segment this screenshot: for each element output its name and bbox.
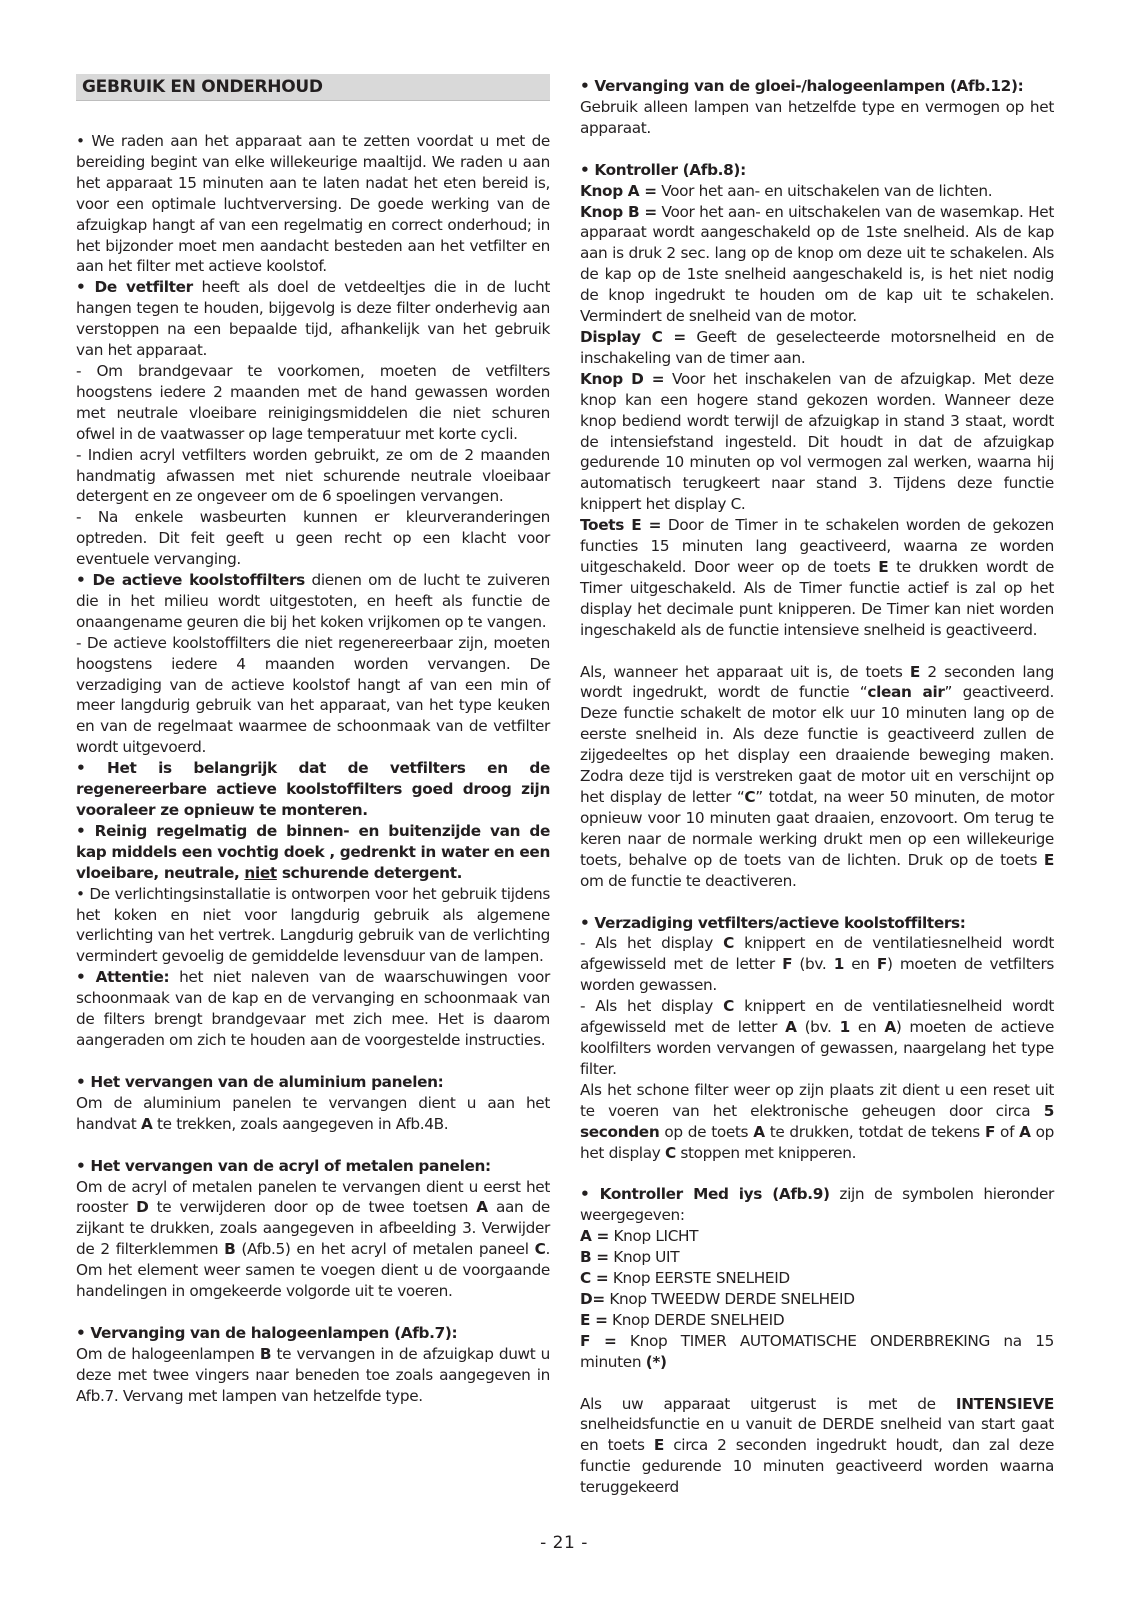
bold-text: 1 xyxy=(833,955,844,974)
paragraph xyxy=(580,515,1054,640)
bold-text: A = xyxy=(580,1227,609,1246)
body-text: Knop UIT xyxy=(608,1248,680,1267)
body-text: ) moeten de actieve koolfilters worden vervangen of gewassen, naargelang het type filter. xyxy=(580,1018,1054,1078)
bold-text: • Reinig regelmatig de binnen- en buitenzijde van de kap middels een vochtig doek , gedrenkt in water en een vloeibare, neutrale, xyxy=(76,821,550,882)
paragraph xyxy=(580,1184,1054,1226)
body-text: • De verlichtingsinstallatie is ontworpen voor het gebruik tijdens het koken en niet voor langdurig gebruik als algemene verlichting van het vertrek. Langdurig gebruik van de verlichting vermindert gevoelig de gemiddelde levensduur van de lampen. xyxy=(76,884,550,966)
body-text: Gebruik alleen lampen van hetzelfde type en vermogen op het apparaat. xyxy=(580,97,1054,137)
body-text: - De actieve koolstoffilters die niet regenereerbaar zijn, moeten hoogstens iedere 4 maanden worden vervangen. De verzadiging van de actieve koolstof hangt af van een min of meer langdurig gebruik van het apparaat, van het type keuken en van de regelmaat waarmee de schoonmaak van de vetfilter wordt uitgevoerd. xyxy=(76,633,550,757)
body-text: op het display xyxy=(580,1122,1054,1162)
bold-text: F xyxy=(782,955,793,974)
body-text: - Na enkele wasbeurten kunnen er kleurveranderingen optreden. Dit feit geeft u geen recht op een klacht voor eventuele vervanging. xyxy=(76,508,550,569)
body-text: Voor het aan- en uitschakelen van de lichten. xyxy=(656,181,993,200)
bold-text: A xyxy=(753,1122,765,1141)
bold-text: A xyxy=(785,1018,797,1037)
bold-text: Knop B = xyxy=(580,202,657,221)
left-column xyxy=(76,131,550,1407)
bold-text: Knop D = xyxy=(580,369,665,388)
paragraph xyxy=(580,1310,1054,1331)
bold-text: B = xyxy=(580,1248,609,1267)
bold-text: • Vervanging van de halogeenlampen (Afb.7): xyxy=(76,1323,458,1342)
bold-text: E = xyxy=(580,1310,608,1329)
body-text: ” geactiveerd. Deze functie schakelt de motor elk uur 10 minuten lang op de eerste snelheid in. Als deze functie is geactiveerd zullen de zijgedeeltes op het display een draaiende beweging maken. Zodra deze tijd is verstreken gaat de motor uit en verschijnt op het display de letter “ xyxy=(580,683,1054,806)
paragraph-spacer xyxy=(76,1302,550,1323)
body-text: - Als het display xyxy=(580,997,724,1016)
bold-text: (*) xyxy=(645,1352,667,1371)
body-text: te vervangen in de afzuigkap duwt u deze met twee vingers naar beneden toe zoals aangegeven in Afb.7. Vervang met lampen van hetzelfde type. xyxy=(76,1344,550,1405)
bold-text: • Het is belangrijk dat de vetfilters en de regenereerbare actieve koolstoffilters goed droog zijn vooraleer ze opnieuw te monteren. xyxy=(76,759,550,819)
body-text: stoppen met knipperen. xyxy=(675,1143,857,1162)
paragraph xyxy=(76,821,550,884)
paragraph xyxy=(580,202,1054,327)
bold-text: • De actieve koolstoffilters xyxy=(76,571,305,590)
body-text: ) moeten de vetfilters worden gewassen. xyxy=(580,955,1055,995)
paragraph-spacer xyxy=(580,1163,1054,1184)
paragraph xyxy=(580,933,1054,996)
paragraph xyxy=(580,996,1054,1080)
paragraph xyxy=(76,277,550,361)
paragraph xyxy=(76,1344,550,1407)
body-text: te trekken, zoals aangegeven in Afb.4B. xyxy=(152,1114,449,1133)
body-text: Voor het aan- en uitschakelen van de wasemkap. Het apparaat wordt aangeschakeld op de 1ste snelheid. Als de kap aan is druk 2 sec. lang op de knop om deze uit te schakelen. Als de kap op de 1ste snelheid aangeschakeld is, is het niet nodig de knop ingedrukt te houden om de kap uit te schakelen. Vermindert de snelheid van de motor. xyxy=(580,202,1055,326)
bold-text: • Kontroller Med iys (Afb.9) xyxy=(580,1185,830,1204)
paragraph xyxy=(580,181,1054,202)
paragraph xyxy=(76,507,550,570)
body-text: zijn de symbolen hieronder weergegeven: xyxy=(580,1185,1054,1225)
paragraph xyxy=(76,1072,550,1093)
body-text: op de toets xyxy=(659,1122,754,1141)
body-text: het niet naleven van de waarschuwingen voor schoonmaak van de kap en de vervanging en schoonmaak van de filters brengt brandgevaar met zich mee. Het is daarom aangeraden om zich te houden aan de voorgestelde instructies. xyxy=(76,968,550,1049)
paragraph xyxy=(76,131,550,277)
body-text: heeft als doel de vetdeeltjes die in de lucht hangen tegen te houden, bijgevolg is deze filter onderhevig aan verstoppen na een bepaalde tijd, afhankelijk van het gebruik van het apparaat. xyxy=(76,278,550,360)
bold-text: • Het vervangen van de aluminium panelen: xyxy=(76,1072,444,1091)
bold-text: C xyxy=(664,1143,676,1162)
bold-text: E xyxy=(909,662,920,681)
bold-text: clean air xyxy=(867,683,945,702)
paragraph xyxy=(76,1156,550,1177)
body-text: Als, wanneer het apparaat uit is, de toets xyxy=(580,662,910,681)
bold-text: Knop A = xyxy=(580,181,657,200)
body-text: te drukken wordt de Timer uitgeschakeld. Als de Timer functie actief is zal op het display het decimale punt knipperen. De Timer kan niet worden ingeschakeld als de functie intensieve snelheid is geactiveerd. xyxy=(580,557,1054,639)
paragraph xyxy=(76,633,550,758)
bold-text: • De vetfilter xyxy=(76,278,193,297)
paragraph-spacer xyxy=(580,139,1054,160)
body-text: knippert en de ventilatiesnelheid wordt afgewisseld met de letter xyxy=(580,997,1055,1037)
paragraph xyxy=(580,369,1054,515)
body-text: Door de Timer in te schakelen worden de gekozen functies 15 minuten lang geactiveerd, waarna ze worden uitgeschakeld. Door weer op de toets xyxy=(580,516,1054,576)
bold-text: E xyxy=(878,557,889,576)
paragraph xyxy=(580,1394,1054,1499)
bold-text: INTENSIEVE xyxy=(955,1394,1054,1413)
bold-text: C xyxy=(723,997,734,1016)
paragraph xyxy=(580,662,1054,892)
paragraph xyxy=(580,1268,1054,1289)
paragraph xyxy=(580,160,1054,181)
bold-text: A xyxy=(140,1114,153,1133)
section-heading-bar xyxy=(76,74,550,101)
bold-text: C = xyxy=(580,1269,609,1288)
body-text: - Als het display xyxy=(580,934,724,953)
body-text: Knop EERSTE SNELHEID xyxy=(608,1269,790,1288)
body-text: (bv. xyxy=(792,955,834,974)
bold-text: D= xyxy=(580,1289,605,1308)
body-text: Knop DERDE SNELHEID xyxy=(607,1310,785,1329)
paragraph xyxy=(76,570,550,633)
bold-text: F xyxy=(876,955,888,974)
paragraph xyxy=(580,1080,1054,1164)
body-text: Om de aluminium panelen te vervangen dient u aan het handvat xyxy=(76,1093,550,1133)
body-text: aan de zijkant te drukken, zoals aangegeven in afbeelding 3. Verwijder de 2 filterklemmen xyxy=(76,1198,550,1259)
bold-text: • Vervanging van de gloei-/halogeenlampen (Afb.12): xyxy=(580,77,1024,95)
bold-text: B xyxy=(224,1240,236,1259)
body-text: knippert en de ventilatiesnelheid wordt afgewisseld met de letter xyxy=(580,934,1055,974)
body-text: Knop LICHT xyxy=(608,1227,699,1246)
paragraph xyxy=(580,97,1054,139)
paragraph-spacer xyxy=(76,1051,550,1072)
bold-text: Toets E = xyxy=(580,516,662,535)
bold-text: C xyxy=(534,1240,546,1259)
bold-text: C xyxy=(723,934,734,953)
body-text: en xyxy=(849,1018,885,1037)
body-text: te drukken, totdat de tekens xyxy=(764,1122,985,1141)
bold-text: 5 seconden xyxy=(580,1101,1054,1141)
bold-text: A xyxy=(1019,1122,1031,1141)
body-text: en xyxy=(843,955,877,974)
bold-text: A xyxy=(884,1018,896,1037)
body-text: - Indien acryl vetfilters worden gebruikt, ze om de 2 maanden handmatig afwassen met niet schurende neutrale vloeibaar detergent en ze ongeveer om de 6 spoelingen vervangen. xyxy=(76,445,550,506)
body-text: Knop TIMER AUTOMATISCHE ONDERBREKING na 15 minuten xyxy=(580,1331,1054,1371)
paragraph xyxy=(76,1093,550,1135)
bold-text: • Kontroller (Afb.8): xyxy=(580,160,746,179)
body-text: om de functie te deactiveren. xyxy=(580,871,797,890)
bold-text: schurende detergent. xyxy=(276,863,463,882)
body-text: • We raden aan het apparaat aan te zetten voordat u met de bereiding begint van elke willekeurige maaltijd. We raden u aan het apparaat 15 minuten aan te laten nadat het eten bereid is, voor een optimale luchtverversing. De goede werking van de afzuigkap hangt af van een regelmatig en correct onderhoud; in het bijzonder moet men aandacht besteden aan het vetfilter en aan het filter met actieve koolstof. xyxy=(76,132,550,276)
paragraph xyxy=(76,884,550,968)
paragraph-spacer xyxy=(580,892,1054,913)
bold-text: F xyxy=(984,1122,996,1141)
body-text: 2 seconden lang wordt ingedrukt, wordt de functie “ xyxy=(580,662,1054,702)
bold-text xyxy=(244,864,276,882)
body-text: Knop TWEEDW DERDE SNELHEID xyxy=(604,1289,855,1308)
paragraph xyxy=(76,758,550,821)
bold-text: E xyxy=(653,1436,664,1455)
paragraph-spacer xyxy=(76,1135,550,1156)
paragraph xyxy=(580,327,1054,369)
body-text: Geeft de geselecteerde motorsnelheid en de inschakeling van de timer aan. xyxy=(580,327,1054,367)
paragraph xyxy=(580,1331,1054,1373)
bold-text: B xyxy=(259,1344,272,1363)
bold-text: C xyxy=(744,788,756,806)
body-text: - Om brandgevaar te voorkomen, moeten de vetfilters hoogstens iedere 2 maanden met de hand gewassen worden met neutrale vloeibare reinigingsmiddelen die niet schuren ofwel in de vaatwasser op lage temperatuur met korte cycli. xyxy=(76,361,550,443)
bold-text: • Attentie: xyxy=(76,968,170,987)
paragraph-spacer xyxy=(580,1373,1054,1394)
body-text: . Om het element weer samen te voegen dient u de voorgaande handelingen in omgekeerde volgorde uit te voeren. xyxy=(76,1240,550,1301)
body-text: te verwijderen door op de twee toetsen xyxy=(148,1198,477,1217)
body-text: of xyxy=(995,1122,1020,1141)
paragraph xyxy=(76,1323,550,1344)
body-text: snelheidsfunctie en u vanuit de DERDE snelheid van start gaat en toets xyxy=(580,1415,1054,1455)
bold-text: • Verzadiging vetfilters/actieve koolstoffilters: xyxy=(580,913,966,932)
bold-text: A xyxy=(476,1198,488,1217)
bold-text: F = xyxy=(580,1331,617,1350)
paragraph xyxy=(580,76,1054,97)
paragraph xyxy=(76,361,550,445)
right-column xyxy=(580,76,1054,1498)
paragraph xyxy=(580,1247,1054,1268)
body-text: (bv. xyxy=(796,1018,840,1037)
paragraph xyxy=(580,1289,1054,1310)
body-text: Als uw apparaat uitgerust is met de xyxy=(580,1394,956,1413)
body-text: Om de acryl of metalen panelen te vervangen dient u eerst het rooster xyxy=(76,1177,550,1217)
bold-text: E xyxy=(1043,850,1054,869)
bold-text: • Het vervangen van de acryl of metalen panelen: xyxy=(76,1156,491,1175)
section-heading: GEBRUIK EN ONDERHOUD xyxy=(82,77,323,97)
paragraph-spacer xyxy=(580,641,1054,662)
body-text: circa 2 seconden ingedrukt houdt, dan zal deze functie gedurende 10 minuten geactiveerd worden waarna teruggekeerd xyxy=(580,1436,1055,1497)
body-text: Om de halogeenlampen xyxy=(76,1344,260,1363)
underlined-text: niet xyxy=(244,863,277,882)
bold-text: D xyxy=(136,1198,149,1217)
body-text: ” totdat, na weer 50 minuten, de motor opnieuw voor 10 minuten gaat draaien, enzovoort. Om terug te keren naar de normale werking drukt men op een willekeurige toets, behalve op de toets van de lichten. Druk op de toets xyxy=(580,788,1054,869)
body-text: Voor het inschakelen van de afzuigkap. Met deze knop kan een hogere stand gekozen worden. Wanneer deze knop bediend wordt terwijl de afzuigkap in stand 3 staat, wordt de intensiefstand ingesteld. Dit houdt in dat de afzuigkap gedurende 10 minuten op vol vermogen zal werken, waarna hij automatisch terugkeert naar stand 3. Tijdens deze functie knippert het display C. xyxy=(580,369,1054,514)
bold-text: 1 xyxy=(839,1018,850,1037)
paragraph xyxy=(580,1226,1054,1247)
paragraph xyxy=(76,1177,550,1302)
page-number: - 21 - xyxy=(540,1533,588,1553)
body-text: Als het schone filter weer op zijn plaats zit dient u een reset uit te voeren van het elektronische geheugen door circa xyxy=(580,1080,1054,1120)
body-text: dienen om de lucht te zuiveren die in het milieu wordt uitgestoten, en heeft als functie de onaangename geuren die bij het koken vrijkomen op te vangen. xyxy=(76,571,550,631)
bold-text: Display C = xyxy=(580,327,686,346)
paragraph xyxy=(76,967,550,1051)
paragraph xyxy=(580,913,1054,934)
paragraph xyxy=(76,445,550,508)
body-text: (Afb.5) en het acryl of metalen paneel xyxy=(235,1240,535,1259)
